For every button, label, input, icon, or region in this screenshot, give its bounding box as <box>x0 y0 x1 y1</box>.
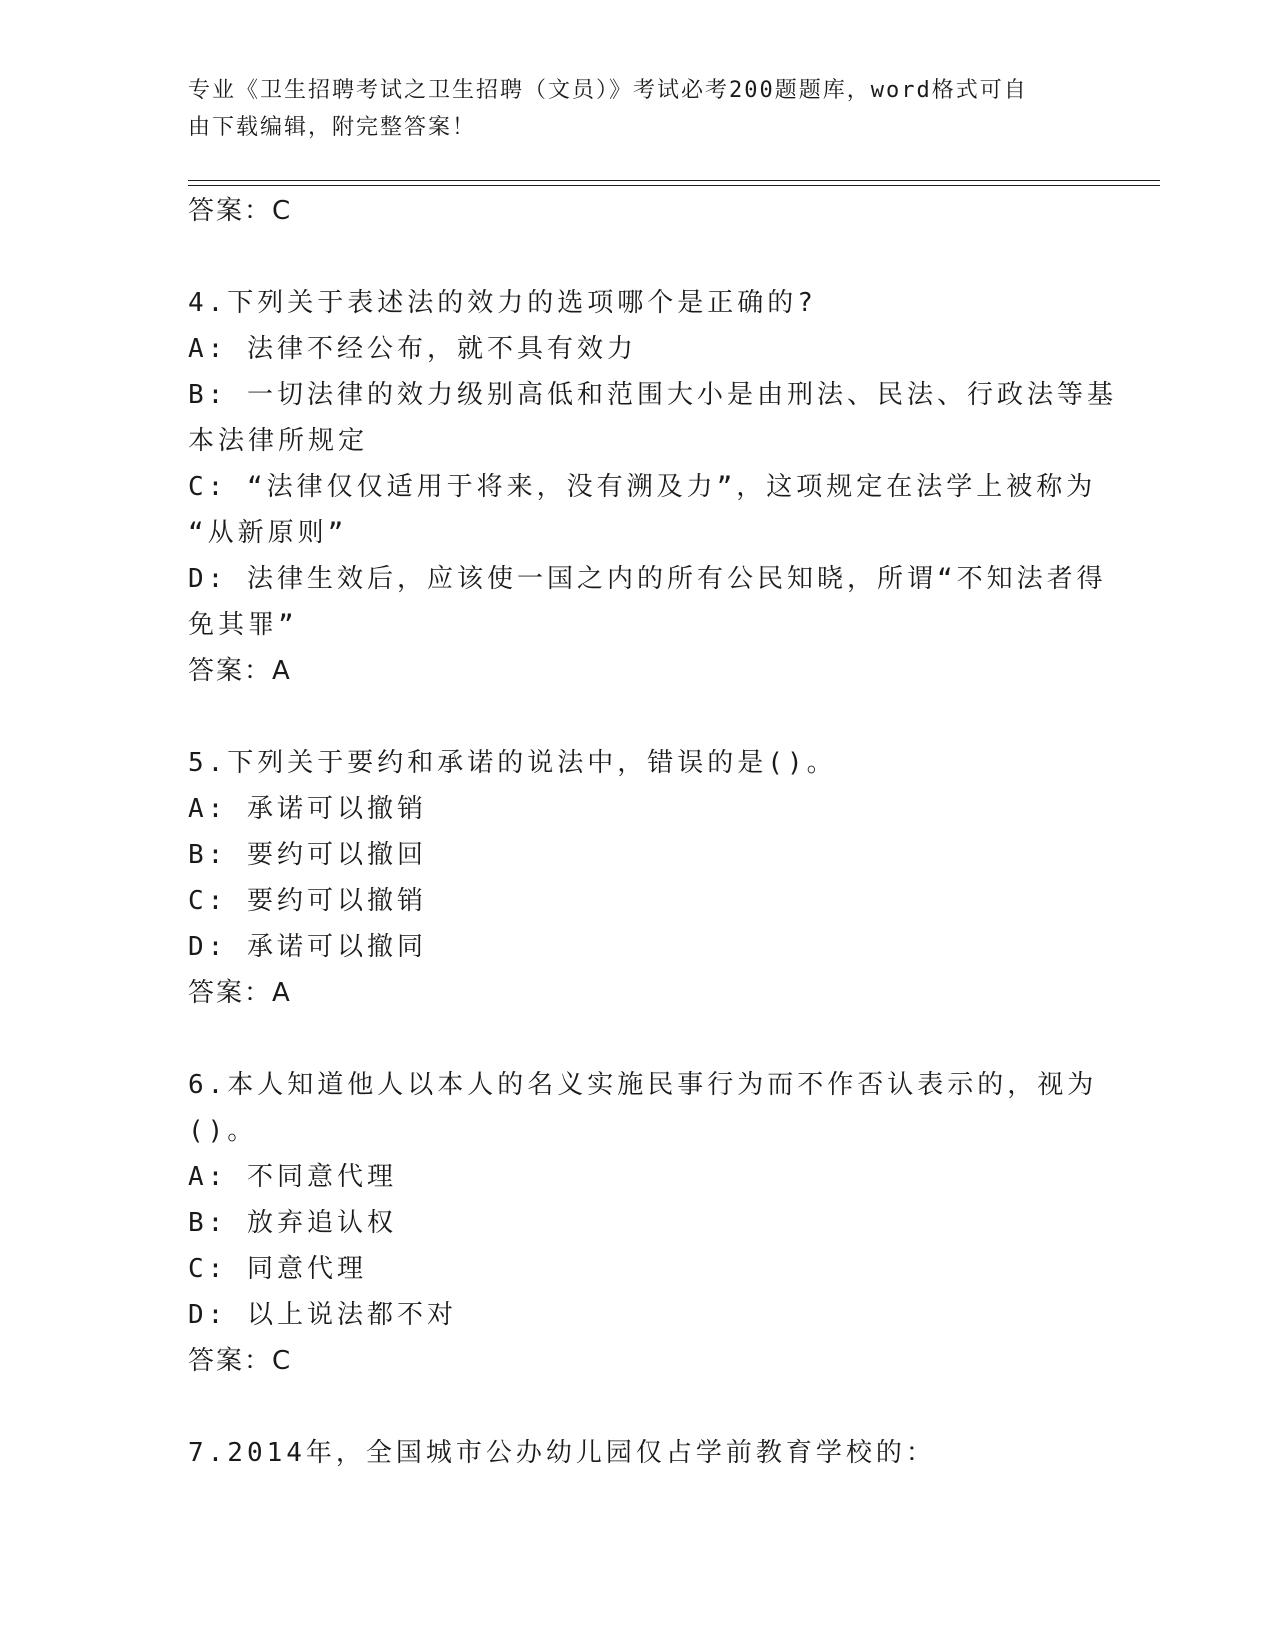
answer-line: 答案：A <box>188 978 292 1008</box>
option-b-continued: 本法律所规定 <box>188 426 369 456</box>
option-c: C: 同意代理 <box>188 1254 367 1284</box>
answer-line: 答案：C <box>188 1346 293 1376</box>
question-block <box>188 740 1088 1016</box>
option-d-continued: 免其罪” <box>188 610 298 640</box>
option-a: A: 法律不经公布，就不具有效力 <box>188 334 637 364</box>
option-b: B: 要约可以撤回 <box>188 840 427 870</box>
answer-line: 答案：C <box>188 196 293 226</box>
header-line-1: 专业《卫生招聘考试之卫生招聘（文员）》考试必考200题题库，word格式可自 <box>188 78 1028 103</box>
question-text: 6.本人知道他人以本人的名义实施民事行为而不作否认表示的，视为 <box>188 1070 1098 1100</box>
question-text: 5.下列关于要约和承诺的说法中，错误的是()。 <box>188 748 837 778</box>
answer-line: 答案：A <box>188 656 292 686</box>
option-b: B: 一切法律的效力级别高低和范围大小是由刑法、民法、行政法等基 <box>188 380 1117 410</box>
document-body <box>188 188 1117 1476</box>
option-d: D: 法律生效后，应该使一国之内的所有公民知晓，所谓“不知法者得 <box>188 564 1107 594</box>
option-c: C: “法律仅仅适用于将来，没有溯及力”，这项规定在法学上被称为 <box>188 472 1097 502</box>
question-text-continued: ()。 <box>188 1116 258 1146</box>
option-a: A: 承诺可以撤销 <box>188 794 427 824</box>
header-line-2: 由下载编辑，附完整答案！ <box>188 115 477 140</box>
question-block <box>188 280 1117 694</box>
option-a: A: 不同意代理 <box>188 1162 397 1192</box>
question-block <box>188 1062 1098 1384</box>
question-text: 7.2014年，全国城市公办幼儿园仅占学前教育学校的： <box>188 1438 936 1468</box>
option-c-continued: “从新原则” <box>188 518 348 548</box>
option-d: D: 承诺可以撤同 <box>188 932 427 962</box>
option-b: B: 放弃追认权 <box>188 1208 397 1238</box>
option-c: C: 要约可以撤销 <box>188 886 427 916</box>
header-rule-bottom <box>188 185 1160 186</box>
option-d: D: 以上说法都不对 <box>188 1300 457 1330</box>
question-text: 4.下列关于表述法的效力的选项哪个是正确的? <box>188 288 817 318</box>
document-header <box>188 72 1068 146</box>
header-rule-top <box>188 180 1160 181</box>
